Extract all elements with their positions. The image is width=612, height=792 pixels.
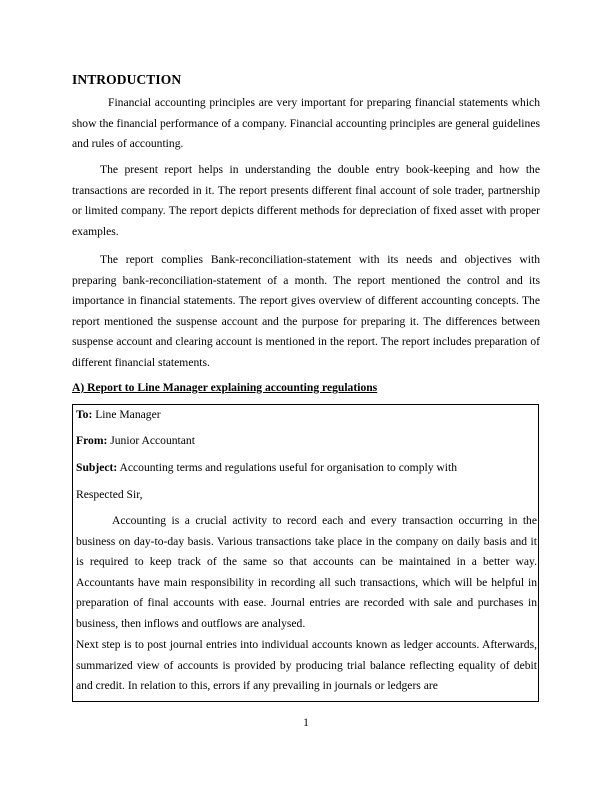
intro-paragraph-2: The present report helps in understanding the double entry book-keeping and how the transactions are recorded in it. The report presents different final account of sole trader, partnership or limited company. The report depicts different methods for depreciation of fixed asset with proper examples.	[72, 163, 540, 238]
introduction-heading: INTRODUCTION	[72, 72, 182, 87]
memo-body-paragraph-1: Accounting is a crucial activity to record each and every transaction occurring in the business on day-to-day basis. Various transactions take place in the company on daily basis and it is required to keep track of the same so that accounts can be maintained in a better way. Accountants have main responsibility in recording all such transactions, which will be helpful in preparation of final accounts with ease. Journal entries are recorded with sale and purchases in business, then inflows and outflows are analysed.	[76, 514, 537, 630]
memo-to-value: Line Manager	[92, 408, 161, 421]
memo-body-paragraph-2: Next step is to post journal entries into individual accounts known as ledger accounts. Afterwards, summarized view of accounts is provided by producing trial balance reflecting equality of debit and credit. In relation to this, errors if any prevailing in journals or ledgers are	[76, 638, 537, 693]
memo-subject-value: Accounting terms and regulations useful for organisation to comply with	[117, 461, 458, 474]
intro-paragraph-1: Financial accounting principles are very important for preparing financial statements which show the financial performance of a company. Financial accounting principles are general guidelines and rules of accounting.	[72, 96, 540, 151]
page-number: 1	[303, 716, 309, 729]
memo-subject-label: Subject:	[76, 461, 118, 474]
memo-subject	[76, 460, 457, 476]
intro-paragraph-3: The report complies Bank-reconciliation-statement with its needs and objectives with preparing bank-reconciliation-statement of a month. The report mentioned the control and its importance in financial statements. The report gives overview of different accounting concepts. The report mentioned the suspense account and the purpose for preparing it. The differences between suspense account and clearing account is mentioned in the report. The report includes preparation of different financial statements.	[72, 253, 540, 369]
memo-from-value: Junior Accountant	[107, 434, 195, 447]
section-heading: A) Report to Line Manager explaining accounting regulations	[72, 381, 378, 394]
memo-from	[76, 433, 195, 449]
memo-from-label: From:	[76, 434, 108, 447]
memo-to	[76, 407, 161, 423]
memo-box	[72, 404, 539, 702]
memo-to-label: To:	[76, 408, 93, 421]
memo-salutation: Respected Sir,	[76, 488, 143, 501]
